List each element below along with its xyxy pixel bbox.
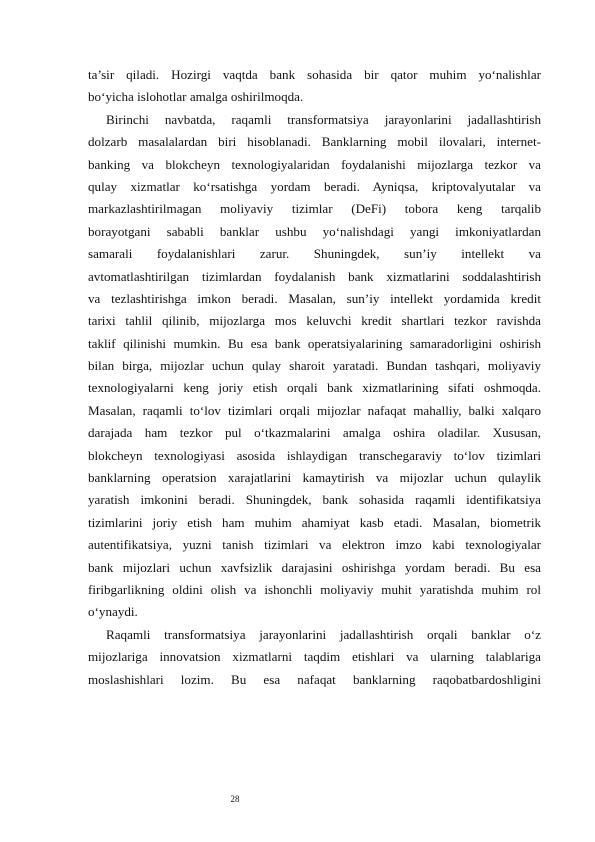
text-line: bo‘yicha islohotlar amalga oshirilmoqda. (88, 89, 304, 105)
text-line: autentifikatsiya, yuzni tanish tizimlari va elektron imzo kabi texnologiyalar (88, 537, 541, 553)
text-line: yaratish imkonini beradi. Shuningdek, bank sohasida raqamli identifikatsiya (88, 492, 541, 508)
text-line: bilan birga, mijozlar uchun qulay sharoit yaratadi. Bundan tashqari, moliyaviy (88, 358, 541, 374)
text-line: firibgarlikning oldini olish va ishonchli moliyaviy muhit yaratishda muhim rol (88, 581, 541, 597)
text-line: va tezlashtirishga imkon beradi. Masalan, sun’iy intellekt yordamida kredit (88, 290, 541, 306)
text-line: blokcheyn texnologiyasi asosida ishlaydigan transchegaraviy to‘lov tizimlari (88, 447, 541, 463)
page-number: 28 (230, 794, 240, 804)
text-line: dolzarb masalalardan biri hisoblanadi. Banklarning mobil ilovalari, internet- (88, 134, 541, 150)
text-line: ta’sir qiladi. Hozirgi vaqtda bank sohasida bir qator muhim yo‘nalishlar (88, 67, 541, 82)
text-line: banking va blokcheyn texnologiyalaridan foydalanishi mijozlarga tezkor va (88, 156, 541, 172)
text-line: markazlashtirilmagan moliyaviy tizimlar (DeFi) tobora keng tarqalib (88, 201, 541, 217)
text-line: texnologiyalarni keng joriy etish orqali bank xizmatlarining sifati oshmoqda. (88, 380, 541, 396)
text-line: Masalan, raqamli to‘lov tizimlari orqali mijozlar nafaqat mahalliy, balki xalqaro (88, 402, 541, 418)
text-line: avtomatlashtirilgan tizimlardan foydalanish bank xizmatlarini soddalashtirish (88, 268, 541, 284)
text-line: samarali foydalanishlari zarur. Shuningdek, sun’iy intellekt va (88, 246, 541, 262)
text-line: tarixi tahlil qilinib, mijozlarga mos keluvchi kredit shartlari tezkor ravishda (88, 313, 541, 329)
text-line: borayotgani sababli banklar ushbu yo‘nalishdagi yangi imkoniyatlardan (88, 223, 541, 239)
text-line: darajada ham tezkor pul o‘tkazmalarini amalga oshira oladilar. Xususan, (88, 425, 541, 441)
text-line: mijozlariga innovatsion xizmatlarni taqdim etishlari va ularning talablariga (88, 649, 541, 665)
text-line: Birinchi navbatda, raqamli transformatsiya jarayonlarini jadallashtirish (106, 111, 541, 127)
text-line: bank mijozlari uchun xavfsizlik darajasini oshirishga yordam beradi. Bu esa (88, 559, 541, 575)
text-line: Raqamli transformatsiya jarayonlarini jadallashtirish orqali banklar o‘z (106, 626, 541, 642)
text-line: taklif qilinishi mumkin. Bu esa bank operatsiyalarining samaradorligini oshirish (88, 335, 541, 351)
text-line: qulay xizmatlar ko‘rsatishga yordam beradi. Ayniqsa, kriptovalyutalar va (88, 178, 541, 194)
text-line: o‘ynaydi. (88, 604, 138, 620)
text-line: banklarning operatsion xarajatlarini kamaytirish va mijozlar uchun qulaylik (88, 470, 541, 486)
body-text (88, 64, 541, 691)
text-line: moslashishlari lozim. Bu esa nafaqat banklarning raqobatbardoshligini (88, 671, 541, 687)
text-line: tizimlarini joriy etish ham muhim ahamiyat kasb etadi. Masalan, biometrik (88, 514, 541, 530)
